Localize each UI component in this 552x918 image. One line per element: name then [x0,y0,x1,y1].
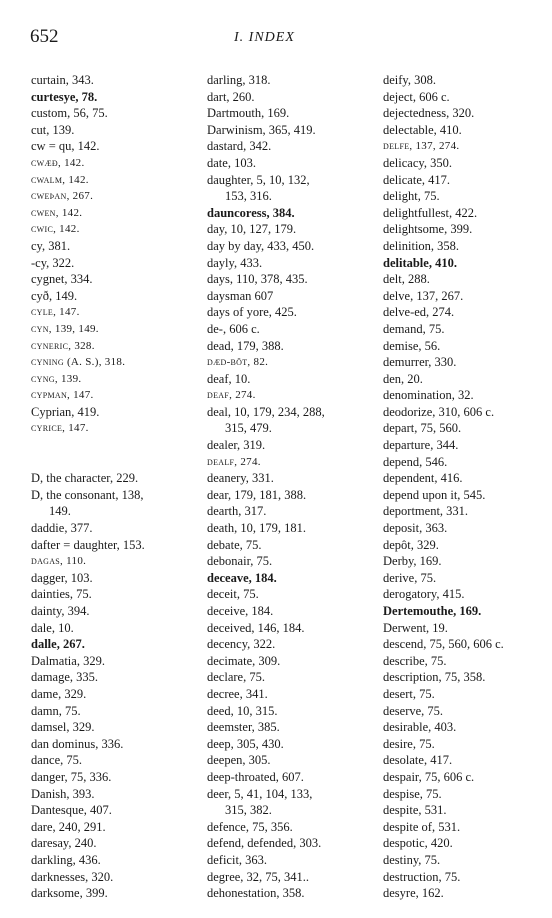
index-entry: deserve, 75. [383,703,444,718]
index-column-2 [207,72,385,902]
index-column-1 [31,72,201,902]
index-entry: daysman 607 [207,288,274,303]
index-column-3 [383,72,548,902]
index-entry: dayly, 433. [207,255,263,270]
index-entry: depend upon it, 545. [383,487,486,502]
index-entry: dearth, 317. [207,504,267,519]
index-entry: decree, 341. [207,686,268,701]
index-entry: Dertemouthe, 169. [383,604,482,618]
index-entry: cut, 139. [31,122,75,137]
index-entry: dagger, 103. [31,570,93,585]
index-entry: deportment, 331. [383,504,469,519]
index-entry: delectable, 410. [383,122,462,137]
index-entry: despotic, 420. [383,836,453,851]
index-entry: desyre, 162. [383,886,444,901]
index-entry: cyneric, 328. [31,339,95,352]
index-entry: daddie, 377. [31,521,93,536]
index-entry: darling, 318. [207,73,271,87]
index-entry: dagas, 110. [31,555,87,568]
index-entry: dear, 179, 181, 388. [207,487,307,502]
index-entry: darkling, 436. [31,852,101,867]
index-entry: cwic, 142. [31,223,80,236]
index-entry: dalle, 267. [31,637,85,652]
index-entry: dale, 10. [31,620,74,635]
index-entry: degree, 32, 75, 341.. [207,869,310,884]
index-entry: delicacy, 350. [383,155,452,170]
index-entry: deepen, 305. [207,753,271,768]
index-entry: dare, 240, 291. [31,819,106,834]
index-entry: dealer, 319. [207,438,266,453]
index-entry: damsel, 329. [31,720,95,735]
index-entry: darksome, 399. [31,886,108,901]
index-entry: delfe, 137, 274. [383,140,460,153]
index-entry: Cyprian, 419. [31,404,100,419]
index-entry: deject, 606 c. [383,89,450,104]
index-entry: Darwinism, 365, 419. [207,122,316,137]
index-entry: delinition, 358. [383,238,460,253]
index-entry: debonair, 75. [207,554,273,569]
index-entry: dauncoress, 384. [207,205,295,220]
index-entry: dead, 179, 388. [207,338,284,353]
index-entry: death, 10, 179, 181. [207,521,306,536]
index-entry: damn, 75. [31,703,81,718]
index-entry: den, 20. [383,371,423,386]
index-entry: cyle, 147. [31,306,80,319]
index-entry: days of yore, 425. [207,305,297,320]
index-entry: deceived, 146, 184. [207,620,305,635]
index-entry: dastard, 342. [207,139,272,154]
index-entry: demurrer, 330. [383,355,457,370]
running-title: I. INDEX [234,30,295,45]
index-entry: Dartmouth, 169. [207,106,290,121]
index-entry: destiny, 75. [383,852,441,867]
index-entry: cyð, 149. [31,288,78,303]
index-entry: D, the character, 229. [31,471,139,486]
index-entry: deaf, 10. [207,371,251,386]
index-entry: deaf, 274. [207,389,256,402]
index-entry: delt, 288. [383,272,430,287]
index-entry: curtesye, 78. [31,89,98,104]
index-entry: despite, 531. [383,803,447,818]
index-entry: destruction, 75. [383,869,461,884]
index-entry: delight, 75. [383,189,440,204]
index-entry: cypman, 147. [31,389,94,402]
index-entry: delitable, 410. [383,255,457,270]
index-entry: delicate, 417. [383,172,450,187]
index-entry: desire, 75. [383,736,435,751]
index-entry: 315, 479. [225,421,272,436]
index-entry: Danish, 393. [31,786,95,801]
index-entry: dainties, 75. [31,587,92,602]
index-entry: decimate, 309. [207,653,281,668]
index-entry: dæd-bōt, 82. [207,356,269,369]
index-entry: derogatory, 415. [383,587,465,602]
index-entry: despite of, 531. [383,819,461,834]
index-entry: cyng, 139. [31,372,82,385]
index-entry: deal, 10, 179, 234, 288, [207,404,325,419]
index-entry: deanery, 331. [207,471,274,486]
index-entry: cwæð, 142. [31,156,85,169]
index-entry: dafter = daughter, 153. [31,537,145,552]
index-entry: Derwent, 19. [383,620,448,635]
index-entry: deemster, 385. [207,720,280,735]
index-entry: dependent, 416. [383,471,463,486]
index-entry: Dalmatia, 329. [31,653,105,668]
index-entry: derive, 75. [383,570,437,585]
page-header [0,26,552,50]
index-entry: cy, 381. [31,238,71,253]
index-entry: 153, 316. [225,189,272,204]
index-entry: cwen, 142. [31,206,83,219]
index-entry: defend, defended, 303. [207,836,322,851]
index-entry: delve-ed, 274. [383,305,455,320]
index-entry: day, 10, 127, 179. [207,222,297,237]
index-entry: Dantesque, 407. [31,803,112,818]
index-entry: cyning (A. S.), 318. [31,356,126,369]
index-entry: despair, 75, 606 c. [383,769,475,784]
index-entry: deceive, 184. [207,604,274,618]
index-entry: danger, 75, 336. [31,769,112,784]
index-entry: deodorize, 310, 606 c. [383,404,495,419]
index-entry: depôt, 329. [383,537,439,552]
index-entry: describe, 75. [383,653,447,668]
index-entry: delightfullest, 422. [383,205,478,220]
index-entry: dame, 329. [31,686,87,701]
index-entry: despise, 75. [383,786,442,801]
index-entry: cyrice, 147. [31,422,89,435]
index-entry: deceit, 75. [207,587,259,602]
index-entry: deceave, 184. [207,570,277,585]
index-entry: demand, 75. [383,321,445,336]
index-entry: days, 110, 378, 435. [207,272,308,287]
entry-spacer [31,437,201,454]
index-entry: deep-throated, 607. [207,769,304,784]
index-entry: demise, 56. [383,338,441,353]
index-entry: cygnet, 334. [31,272,93,287]
index-entry: deficit, 363. [207,852,268,867]
index-entry: cw = qu, 142. [31,139,100,154]
index-entry: dejectedness, 320. [383,106,475,121]
index-entry: dance, 75. [31,753,83,768]
index-entry: dart, 260. [207,89,255,104]
index-entry: desolate, 417. [383,753,453,768]
page-number: 652 [30,26,59,47]
index-entry: defence, 75, 356. [207,819,293,834]
index-entry: damage, 335. [31,670,98,685]
index-entry: deposit, 363. [383,521,448,536]
index-entry: dealf, 274. [207,455,261,468]
index-entry: departure, 344. [383,438,459,453]
index-entry: de-, 606 c. [207,321,260,336]
index-entry: delve, 137, 267. [383,288,464,303]
index-entry: debate, 75. [207,537,262,552]
index-entry: cwalm, 142. [31,173,89,186]
index-entry: dehonestation, 358. [207,886,305,901]
index-entry: date, 103. [207,155,256,170]
index-entry: -cy, 322. [31,255,75,270]
index-entry: desert, 75. [383,686,435,701]
index-entry: daresay, 240. [31,836,97,851]
index-entry: deer, 5, 41, 104, 133, [207,786,313,801]
index-entry: descend, 75, 560, 606 c. [383,637,504,652]
index-entry: dan dominus, 336. [31,736,124,751]
index-entry: cweþan, 267. [31,190,94,203]
index-entry: 149. [49,504,71,519]
index-entry: curtain, 343. [31,73,94,87]
index-entry: deify, 308. [383,73,436,87]
index-entry: description, 75, 358. [383,670,486,685]
index-entry: daughter, 5, 10, 132, [207,172,310,187]
index-entry: denomination, 32. [383,388,474,403]
index-entry: depend, 546. [383,454,448,469]
index-entry: Derby, 169. [383,554,442,569]
index-entry: D, the consonant, 138, [31,487,144,502]
index-entry: cyn, 139, 149. [31,322,99,335]
index-entry: custom, 56, 75. [31,106,108,121]
index-entry: deep, 305, 430. [207,736,284,751]
index-entry: darknesses, 320. [31,869,114,884]
index-entry: desirable, 403. [383,720,457,735]
index-entry: deed, 10, 315. [207,703,278,718]
index-entry: decency, 322. [207,637,276,652]
index-entry: depart, 75, 560. [383,421,462,436]
index-entry: 315, 382. [225,803,272,818]
entry-spacer [31,454,201,471]
index-entry: delightsome, 399. [383,222,473,237]
index-entry: declare, 75. [207,670,265,685]
index-entry: day by day, 433, 450. [207,238,315,253]
index-entry: dainty, 394. [31,604,90,618]
